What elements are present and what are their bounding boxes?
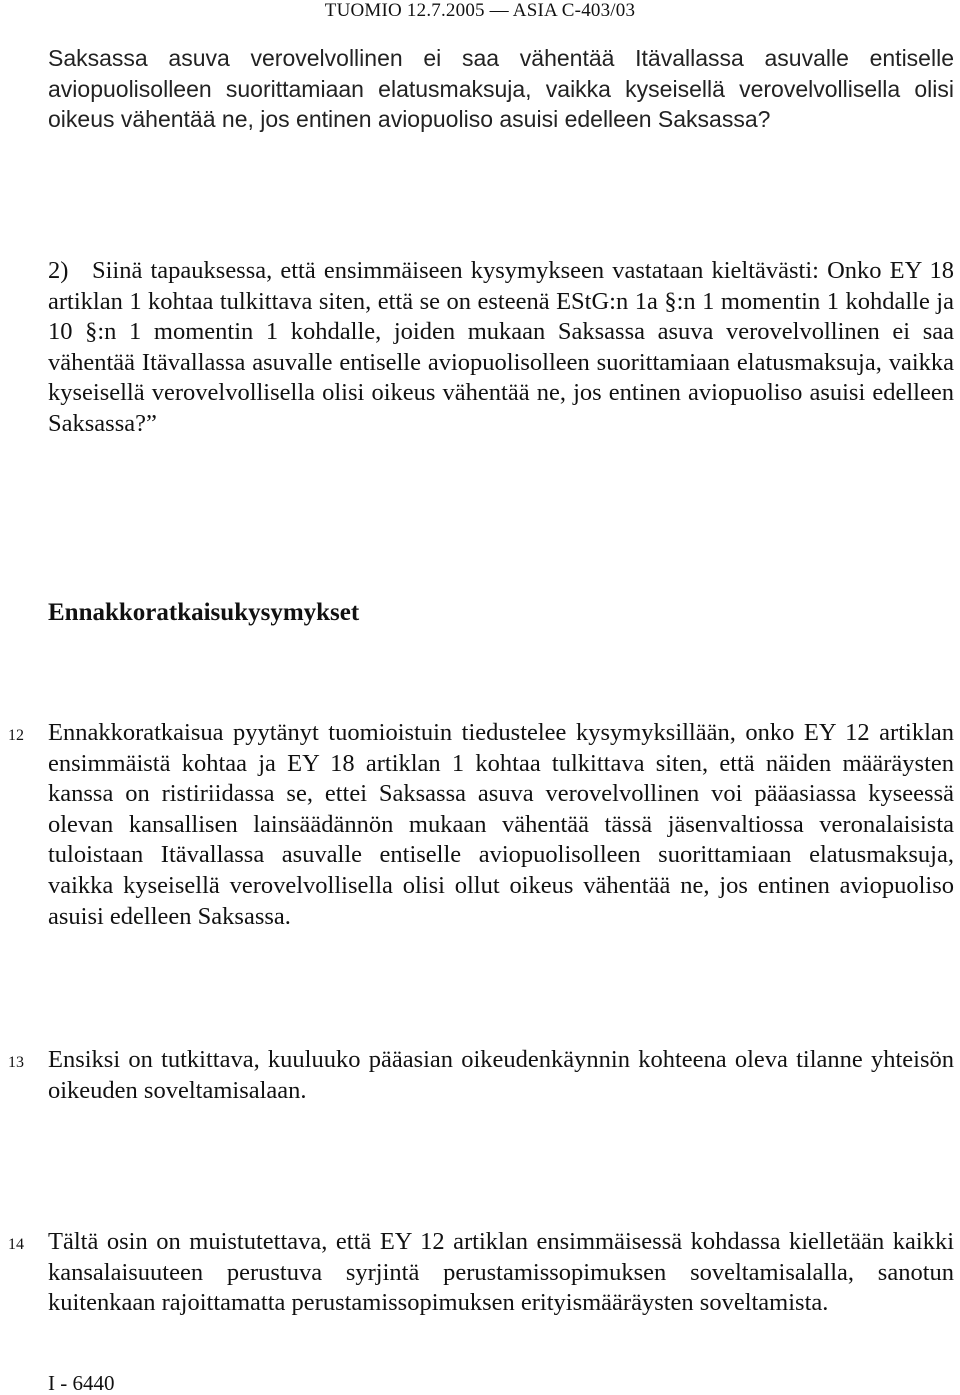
paragraph-text: Ennakkoratkaisua pyytänyt tuomioistuin tiedustelee kysymyksillään, onko EY 12 artiklan ensimmäistä kohtaa ja EY 18 artiklan 1 kohtaa tulkittava siten, että näiden määräysten kanssa on ristiriidassa se, ettei Saksassa asuva verovelvollinen voi pääasiassa kyseessä olevan kansallisen lainsäädännön mukaan vähentää tässä jäsenvaltiossa veronalaisista tuloistaan Itävallassa asuvalle entiselle aviopuolisolleen suorittamiaan elatusmaksuja, vaikka kyseisellä verovelvollisella olisi ollut oikeus vähentää ne, jos entinen aviopuoliso asuisi edelleen Saksassa. <box>48 719 954 930</box>
page-number: I - 6440 <box>48 1371 115 1395</box>
question-text: Siinä tapauksessa, että ensimmäiseen kysymykseen vastataan kieltävästi: Onko EY 18 artiklan 1 kohtaa tulkittava siten, että se on esteenä EStG:n 1a §:n 1 momentin 1 kohdalle ja 10 §:n 1 momentin 1 kohdalle, joiden mukaan Saksassa asuva verovelvollinen ei saa vähentää Itävallassa asuvalle entiselle aviopuolisolleen suorittamiaan elatusmaksuja, vaikka kyseisellä verovelvollisella olisi oikeus vähentää ne, jos entinen aviopuoliso asuisi edelleen Saksassa?” <box>48 257 954 437</box>
paragraph-14 <box>8 1227 954 1319</box>
running-header: TUOMIO 12.7.2005 — ASIA C-403/03 <box>324 0 636 21</box>
paragraph-number: 13 <box>8 1054 24 1071</box>
intro-paragraph: Saksassa asuva verovelvollinen ei saa vähentää Itävallassa asuvalle entiselle aviopuolisolleen suorittamiaan elatusmaksuja, vaikka kyseisellä verovelvollisella olisi oikeus vähentää ne, jos entinen aviopuoliso asuisi edelleen Saksassa? <box>48 45 954 133</box>
paragraph-12 <box>8 718 954 932</box>
question-2 <box>48 256 954 440</box>
section-heading: Ennakkoratkaisukysymykset <box>48 599 360 626</box>
paragraph-text: Tältä osin on muistutettava, että EY 12 artiklan ensimmäisessä kohdassa kielletään kaikki kansalaisuuteen perustuva syrjintä perustamissopimuksen soveltamisalalla, sanotun kuitenkaan rajoittamatta perustamissopimuksen erityismääräysten soveltamista. <box>48 1228 954 1317</box>
question-number: 2) <box>48 257 69 284</box>
paragraph-number: 14 <box>8 1236 24 1253</box>
paragraph-text: Ensiksi on tutkittava, kuuluuko pääasian oikeudenkäynnin kohteena oleva tilanne yhteisön oikeuden soveltamisalaan. <box>48 1046 954 1104</box>
paragraph-number: 12 <box>8 727 24 744</box>
paragraph-13 <box>8 1045 954 1106</box>
